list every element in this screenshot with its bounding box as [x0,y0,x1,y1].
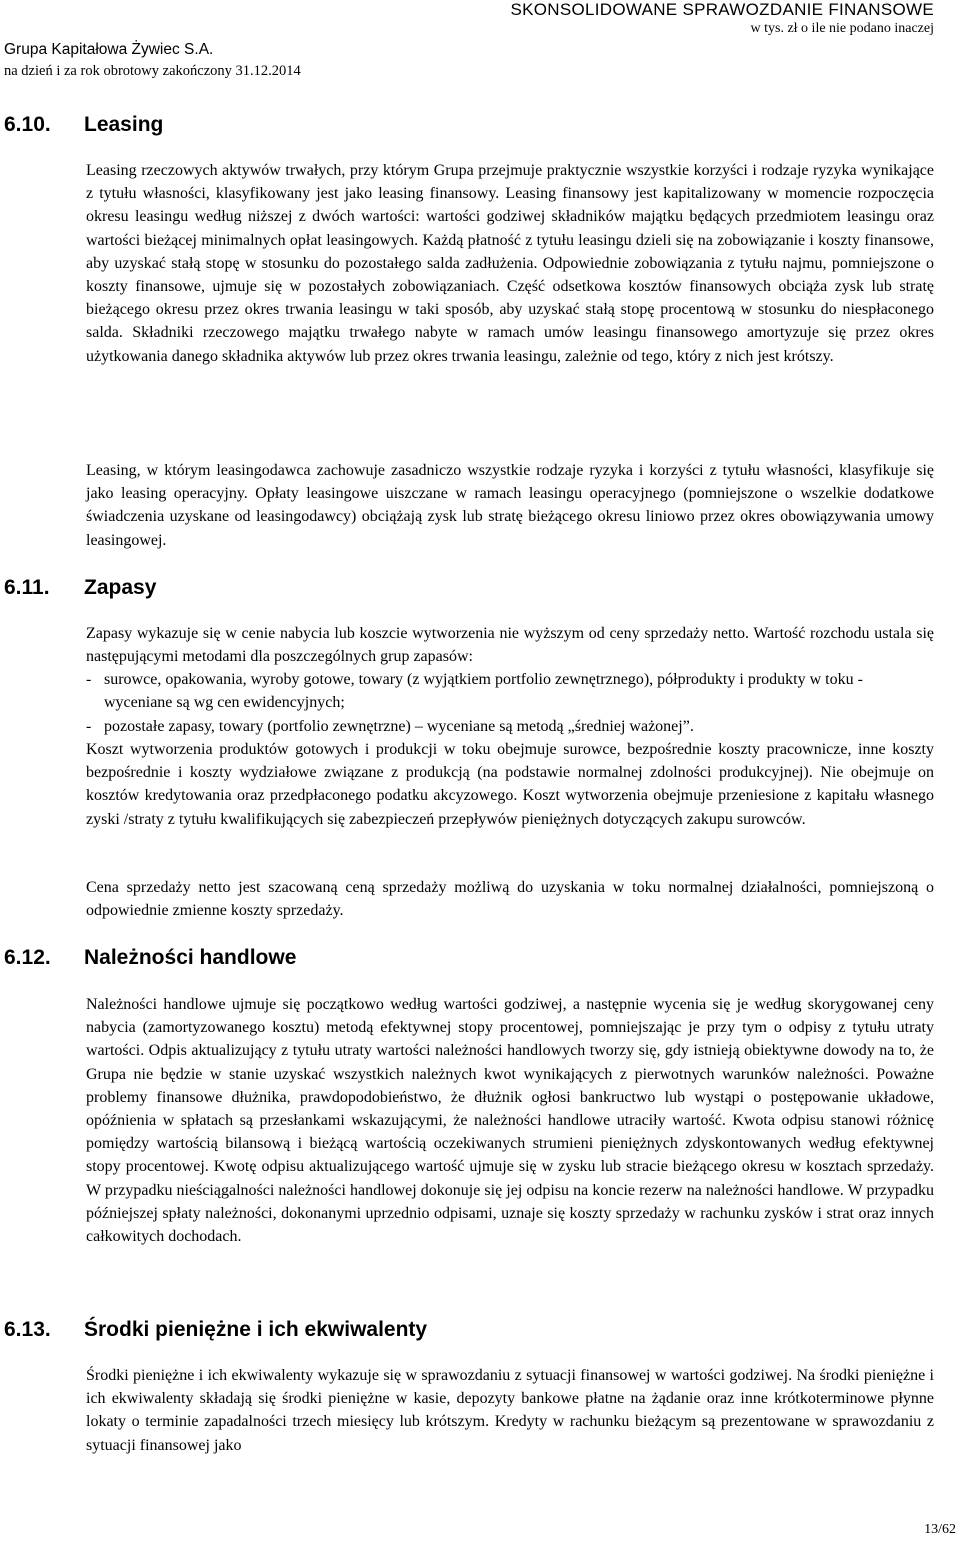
list-item [86,668,934,714]
list-bullet: - [86,671,92,688]
reporting-period: na dzień i za rok obrotowy zakończony 31.12.2014 [4,63,301,79]
leasing-paragraph-finance: Leasing rzeczowych aktywów trwałych, przy którym Grupa przejmuje praktycznie wszystkie korzyści i rodzaje ryzyka wynikające z tytułu własności, klasyfikowany jest jako leasing finansowy. Leasing finansowy jest kapitalizowany w momencie rozpoczęcia okresu leasingu według niższej z dwóch wartości: wartości godziwej składników majątku będących przedmiotem leasingu oraz wartości bieżącej minimalnych opłat leasingowych. Każdą płatność z tytułu leasingu dzieli się na zobowiązanie i koszty finansowe, aby uzyskać stałą stopę w stosunku do pozostałego salda zadłużenia. Odpowiednie zobowiązania z tytułu najmu, pomniejszone o koszty finansowe, ujmuje się w pozostałych zobowiązaniach. Część odsetkowa kosztów finansowych obciąża zysk lub stratę bieżącego okresu przez okres trwania leasingu w taki sposób, aby uzyskać stałą stopę procentową w stosunku do niespłaconego salda. Składniki rzeczowego majątku trwałego nabyte w ramach umów leasingu finansowego amortyzuje się przez okres użytkowania danego składnika aktywów lub przez okres trwania leasingu, zależnie od tego, który z nich jest krótszy. [86,162,934,365]
srodki-paragraph: Środki pieniężne i ich ekwiwalenty wykazuje się w sprawozdaniu z sytuacji finansowej w wartości godziwej. Na środki pieniężne i ich ekwiwalenty składają się środki pieniężne w kasie, depozyty bankowe płatne na żądanie oraz inne krótkoterminowe płynne lokaty o terminie zapadalności trzech miesięcy lub krótszym. Kredyty w rachunku bieżącym są prezentowane w sprawozdaniu z sytuacji finansowej jako [86,1367,934,1454]
naleznosci-paragraph: Należności handlowe ujmuje się początkowo według wartości godziwej, a następnie wycenia się je według skorygowanej ceny nabycia (zamortyzowanego kosztu) metodą efektywnej stopy procentowej, pomniejszając je przy tym o odpisy z tytułu utraty wartości. Odpis aktualizujący z tytułu utraty wartości należności handlowych tworzy się, gdy istnieją obiektywne dowody na to, że Grupa nie będzie w stanie uzyskać wszystkich należnych kwot wynikających z pierwotnych warunków należności. Poważne problemy finansowe dłużnika, prawdopodobieństwo, że dłużnik ogłosi bankructwo lub wystąpi o postępowanie układowe, opóźnienia w spłatach są przesłankami wskazującymi, że należności handlowe utraciły wartość. Kwota odpisu stanowi różnicę pomiędzy wartością bilansową i bieżącą wartością oczekiwanych strumieni pieniężnych zdyskontowanych według efektywnej stopy procentowej. Kwotę odpisu aktualizującego wartość ujmuje się w zysku lub stracie bieżącego okresu w kosztach sprzedaży. W przypadku nieściągalności należności handlowej dokonuje się jej odpisu na koncie rezerw na należności handlowe. W przypadku późniejszej spłaty należności, dokonanymi uprzednio odpisami, uznaje się koszty sprzedaży w rachunku zysków i strat oraz innych całkowitych dochodach. [86,996,934,1246]
zapasy-intro: Zapasy wykazuje się w cenie nabycia lub koszcie wytworzenia nie wyższym od ceny sprzedaży netto. Wartość rozchodu ustala się następującymi metodami dla poszczególnych grup zapasów: [86,625,934,666]
section-heading-zapasy [4,575,156,601]
section-title: Należności handlowe [84,946,297,969]
report-title: SKONSOLIDOWANE SPRAWOZDANIE FINANSOWE [510,0,934,19]
leasing-paragraph-operating: Leasing, w którym leasingodawca zachowuje zasadniczo wszystkie rodzaje ryzyka i korzyści z tytułu własności, klasyfikuje się jako leasing operacyjny. Opłaty leasingowe uiszczane w ramach leasingu operacyjnego (pomniejszone o wszelkie dodatkowe świadczenia uzyskane od leasingodawcy) obciążają zysk lub stratę bieżącego okresu liniowo przez okres obowiązywania umowy leasingowej. [86,462,934,549]
section-title: Leasing [84,113,164,136]
section-number: 6.11. [4,576,50,599]
zapasy-paragraph-net-price: Cena sprzedaży netto jest szacowaną ceną sprzedaży możliwą do uzyskania w toku normalnej działalności, pomniejszoną o odpowiednie zmienne koszty sprzedaży. [86,879,934,920]
section-heading-leasing [4,112,163,138]
list-item-text: surowce, opakowania, wyroby gotowe, towary (z wyjątkiem portfolio zewnętrznego), półprodukty i produkty w toku - wyceniane są wg cen ewidencyjnych; [104,671,863,712]
section-number: 6.10. [4,113,51,136]
units-note: w tys. zł o ile nie podano inaczej [750,21,934,36]
section-title: Środki pieniężne i ich ekwiwalenty [84,1318,428,1341]
section-title: Zapasy [84,576,157,599]
section-number: 6.12. [4,946,51,969]
zapasy-paragraph-cost: Koszt wytworzenia produktów gotowych i produkcji w toku obejmuje surowce, bezpośrednie koszty pracownicze, inne koszty bezpośrednie i koszty wydziałowe związane z produkcją (na podstawie normalnej zdolności produkcyjnej). Nie obejmuje on kosztów kredytowania oraz przedpłaconego podatku akcyzowego. Koszt wytworzenia obejmuje przeniesione z kapitału własnego zyski /straty z tytułu kwalifikujących się zabezpieczeń przepływów pieniężnych dotyczących zakupu surowców. [86,741,934,828]
list-item-text: pozostałe zapasy, towary (portfolio zewnętrzne) – wyceniane są metodą „średniej ważonej”. [104,718,694,735]
section-heading-naleznosci [4,945,296,971]
section-number: 6.13. [4,1318,51,1341]
page-number: 13/62 [924,1522,956,1537]
list-bullet: - [86,718,92,735]
section-heading-srodki [4,1317,427,1343]
list-item [86,715,934,738]
company-name: Grupa Kapitałowa Żywiec S.A. [4,41,214,58]
